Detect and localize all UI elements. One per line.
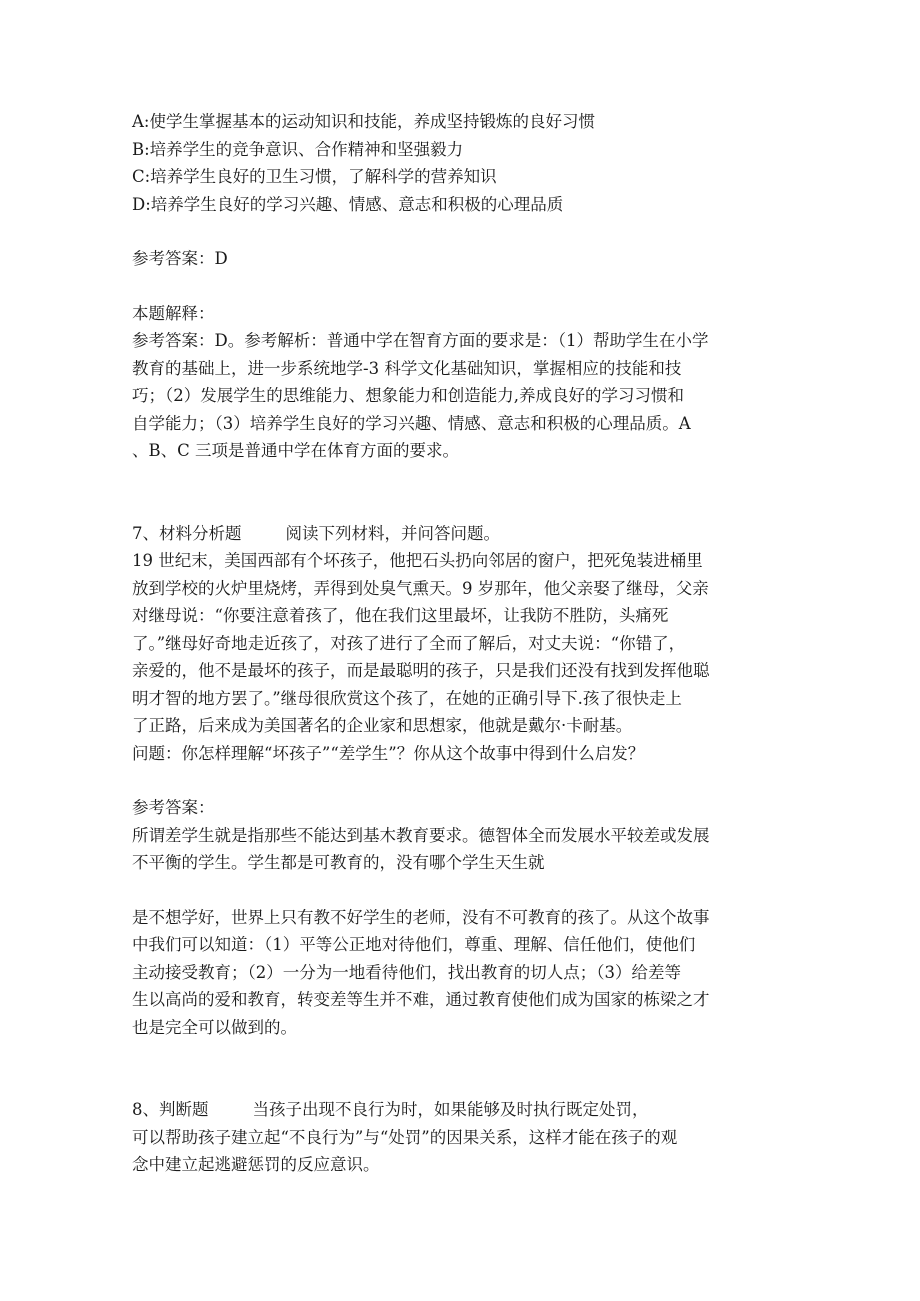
q6-explain-line: 教育的基础上，进一步系统地学-3 科学文化基础知识，掌握相应的技能和技 — [132, 358, 682, 378]
q7-material-line: 亲爱的，他不是最坏的孩子，而是最聪明的孩子，只是我们还没有找到发挥他聪 — [132, 661, 710, 680]
option-a: A:使学生掌握基本的运动知识和技能，养成坚持锻炼的良好习惯 — [132, 112, 595, 131]
option-b: B:培养学生的竞争意识、合作精神和坚强毅力 — [132, 139, 464, 159]
q7-material-line: 19 世纪末，美国西部有个坏孩子，他把石头扔向邻居的窗户，把死兔装进桶里 — [132, 551, 703, 570]
q7-material-line: 对继母说：“你要注意着孩了，他在我们这里最坏，让我防不胜防，头痛死 — [132, 606, 669, 625]
document-page — [132, 108, 792, 1179]
q8-prompt: 当孩子出现不良行为时，如果能够及时执行既定处罚， — [252, 1100, 649, 1119]
q8-line: 可以帮助孩子建立起“不良行为”与“处罚”的因果关系，这样才能在孩子的观 — [132, 1127, 678, 1147]
option-c: C:培养学生良好的卫生习惯，了解科学的营养知识 — [132, 167, 497, 186]
q6-explain-line: 自学能力；（3）培养学生良好的学习兴趣、情感、意志和积极的心理品质。A — [132, 413, 691, 433]
q7-material-line: 了。”继母好奇地走近孩了，对孩了进行了全而了解后，对丈夫说：“你错了， — [132, 633, 686, 653]
q7-answer-title: 参考答案： — [132, 798, 215, 817]
q7-material-line: 放到学校的火炉里烧烤，弄得到处臭气熏天。9 岁那年，他父亲娶了继母，父亲 — [132, 578, 709, 598]
q7-answer-line: 主动接受教育；（2）一分为一地看待他们，找出教育的切人点；（3）给差等 — [132, 962, 681, 982]
q7-answer-line: 是不想学好，世界上只有教不好学生的老师，没有不可教育的孩了。从这个故事 — [132, 907, 710, 927]
q7-header — [132, 520, 792, 548]
q6-explanation — [132, 300, 792, 465]
q7-type: 7、材料分析题 — [132, 523, 242, 543]
question-7 — [132, 520, 792, 1042]
q6-explain-line: 、B、C 三项是普通中学在体育方面的要求。 — [132, 441, 459, 460]
q6-answer: 参考答案：D — [132, 249, 228, 268]
q7-prompt: 阅读下列材料，并问答问题。 — [285, 523, 500, 543]
q6-explain-title: 本题解释： — [132, 303, 215, 323]
question-6-options — [132, 108, 792, 218]
question-8 — [132, 1096, 792, 1179]
q8-type: 8、判断题 — [132, 1100, 209, 1119]
option-d: D:培养学生良好的学习兴趣、情感、意志和积极的心理品质 — [132, 194, 564, 214]
q7-answer-line: 也是完全可以做到的。 — [132, 1017, 297, 1037]
q7-material-line: 了正路，后来成为美国著名的企业家和思想家，他就是戴尔·卡耐基。 — [132, 716, 633, 735]
q7-answer-line: 所谓差学生就是指那些不能达到基木教育要求。德智体全而发展水平较差或发展 — [132, 825, 710, 845]
q8-header — [132, 1096, 792, 1124]
q7-material-line: 明才智的地方罢了。”继母很欣赏这个孩了，在她的正确引导下.孩了很快走上 — [132, 688, 682, 708]
q7-answer-line: 不平衡的学生。学生都是可教育的，没有哪个学生天生就 — [132, 853, 545, 872]
q7-answer-line: 生以高尚的爱和教育，转变差等生并不难，通过教育使他们成为国家的栋梁之才 — [132, 990, 710, 1009]
q6-explain-line: 参考答案：D。参考解析：普通中学在智育方面的要求是：（1）帮助学生在小学 — [132, 331, 709, 350]
q7-question: 问题：你怎样理解“坏孩子”“差学生”？你从这个故事中得到什么启发？ — [132, 743, 645, 763]
q8-line: 念中建立起逃避惩罚的反应意识。 — [132, 1155, 380, 1174]
q7-answer-line: 中我们可以知道：（1）平等公正地对待他们，尊重、理解、信任他们，使他们 — [132, 935, 696, 954]
q6-explain-line: 巧；（2）发展学生的思维能力、想象能力和创造能力,养成良好的学习习惯和 — [132, 386, 684, 405]
